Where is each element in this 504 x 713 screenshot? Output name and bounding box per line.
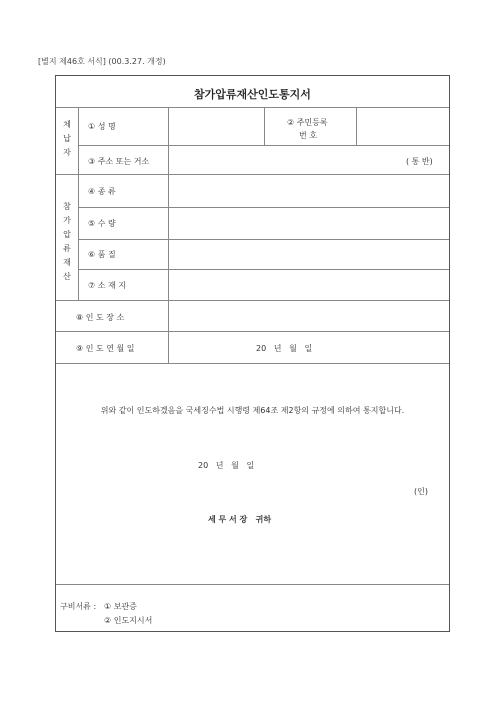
row-divider bbox=[78, 239, 449, 240]
attachment-item-2: ② 인도지시서 bbox=[104, 616, 153, 625]
quantity-label: ⑤ 수 량 bbox=[88, 219, 116, 228]
taxpayer-group-label bbox=[61, 118, 73, 160]
location-label: ⑦ 소 재 지 bbox=[88, 281, 126, 290]
address-label: ③ 주소 또는 거소 bbox=[88, 157, 150, 166]
group-column-divider bbox=[78, 107, 79, 300]
name-label bbox=[88, 121, 116, 132]
seal-mark: (인) bbox=[414, 487, 428, 496]
name-rrn-divider bbox=[264, 107, 265, 145]
delivery-date-value: 20 년 월 일 bbox=[256, 344, 313, 353]
row-divider bbox=[56, 363, 449, 364]
rrn-value-divider bbox=[356, 107, 357, 145]
title-divider bbox=[56, 107, 449, 108]
rrn-label-line2: 번 호 bbox=[299, 131, 317, 140]
label-column-divider bbox=[168, 107, 169, 363]
row-divider bbox=[56, 331, 449, 332]
delivery-date-label: ⑨ 인 도 연 월 일 bbox=[76, 344, 135, 353]
form-number-note: [별지 제46호 서식] (00.3.27. 개정) bbox=[38, 57, 166, 66]
notice-date: 20 년 월 일 bbox=[198, 461, 255, 470]
attachments-label: 구비서류 : bbox=[60, 602, 97, 611]
kind-label: ④ 종 류 bbox=[88, 187, 116, 196]
property-group-text: 참 가 압 류 재 산 bbox=[63, 202, 71, 281]
row-divider bbox=[78, 145, 449, 146]
name-label-text: ① 성 명 bbox=[88, 122, 116, 131]
section-divider bbox=[56, 174, 449, 175]
notice-form bbox=[55, 75, 450, 632]
recipient-line: 세 무 서 장 귀하 bbox=[208, 515, 272, 524]
notice-text: 위와 같이 인도하겠음을 국세징수법 시행령 제64조 제2항의 규정에 의하여 통지합니다. bbox=[100, 406, 405, 415]
taxpayer-group-text: 체 납 자 bbox=[63, 120, 71, 157]
section-divider bbox=[56, 300, 449, 301]
quality-label: ⑥ 품 질 bbox=[88, 250, 116, 259]
delivery-place-label: ⑧ 인 도 장 소 bbox=[76, 313, 125, 322]
form-title: 참가압류재산인도통지서 bbox=[194, 88, 311, 101]
rrn-label-line1: ② 주민등록 bbox=[287, 118, 328, 127]
attachment-item-1: ① 보관증 bbox=[104, 602, 137, 611]
row-divider bbox=[78, 269, 449, 270]
property-group-label bbox=[61, 200, 73, 284]
address-tong-ban: ( 통 반) bbox=[406, 157, 433, 166]
row-divider bbox=[78, 207, 449, 208]
attachments-divider bbox=[56, 584, 449, 585]
